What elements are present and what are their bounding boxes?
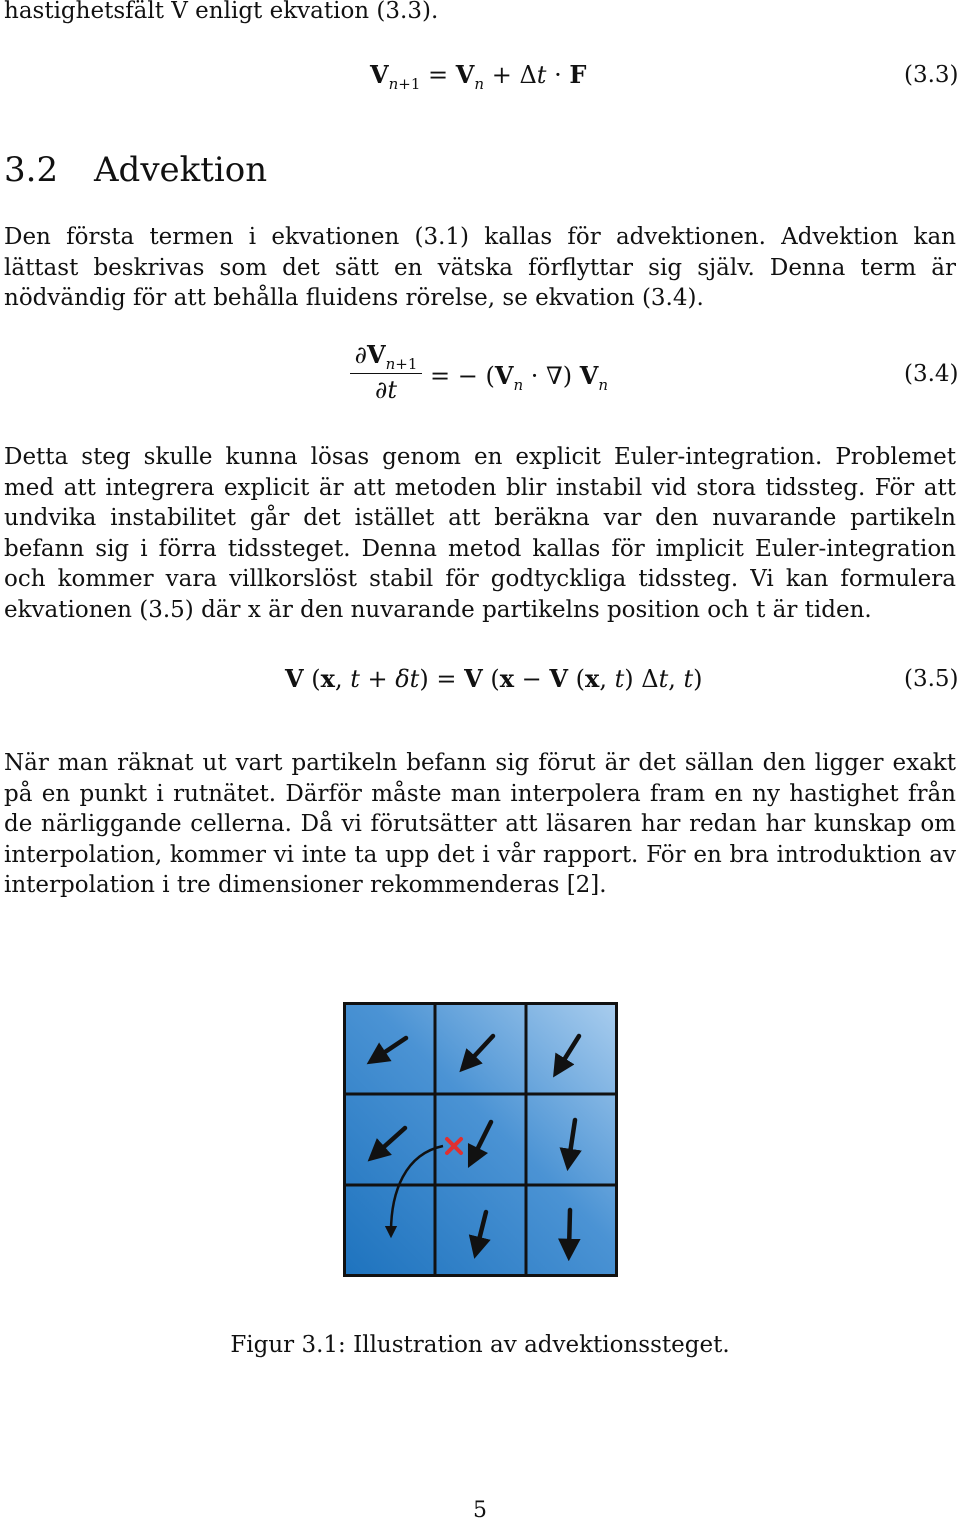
section-heading — [4, 150, 267, 190]
equation-3-4-fraction: $\frac{\partial V_{n+1}}{\partial t}$ — [350, 340, 422, 404]
equation-3-3: $V_{n+1} = V_n + \Delta t \cdot F$ — [370, 60, 587, 93]
section-number: 3.2 — [4, 150, 59, 190]
advection-grid-figure — [343, 1002, 618, 1277]
equation-3-3-number: (3.3) — [904, 62, 959, 88]
equation-3-4-rhs: = − ($V_n$ · ∇) $V_n$ — [430, 361, 609, 394]
equation-3-5-number: (3.5) — [904, 666, 959, 692]
equation-3-5: V (x, t + δt) = V (x − V (x, t) Δt, t) — [285, 664, 703, 693]
paragraph-interpolation: När man räknat ut vart partikeln befann sig förut är det sällan den ligger exakt på en punkt i rutnätet. Därför måste man interpolera fram en ny hastighet från de närliggande cellerna. Då vi förutsätter att läsaren har redan har kunskap om interpolation, kommer vi inte ta upp det i vår rapport. För en bra introduktion av interpolation i tre dimensioner rekommenderas [2]. — [4, 750, 956, 899]
page-number: 5 — [473, 1498, 487, 1523]
equation-3-4-number: (3.4) — [904, 361, 959, 387]
paragraph-advection-intro: Den första termen i ekvationen (3.1) kallas för advektionen. Advektion kan lättast beskrivas som det sätt en vätska förflyttar sig själv. Denna term är nödvändig för att behålla fluidens rörelse, se ekvation (3.4). — [4, 224, 956, 312]
top-line-text: hastighetsfält V enligt ekvation (3.3). — [4, 0, 439, 24]
paragraph-euler-integration: Detta steg skulle kunna lösas genom en explicit Euler-integration. Problemet med att integrera explicit är att metoden blir instabil vid stora tidssteg. För att undvika instabilitet går det istället att beräkna var den nuvarande partikeln befann sig i förra tidssteget. Denna metod kallas för implicit Euler-integration och kommer vara villkorslöst stabil för godtyckliga tidssteg. Vi kan formulera ekvationen (3.5) där x är den nuvarande partikelns position och t är tiden. — [4, 444, 956, 623]
velocity-arrow-r3c3 — [569, 1210, 570, 1250]
figure-caption: Figur 3.1: Illustration av advektionssteget. — [230, 1332, 730, 1358]
top-line — [4, 0, 956, 27]
section-title: Advektion — [94, 150, 268, 190]
